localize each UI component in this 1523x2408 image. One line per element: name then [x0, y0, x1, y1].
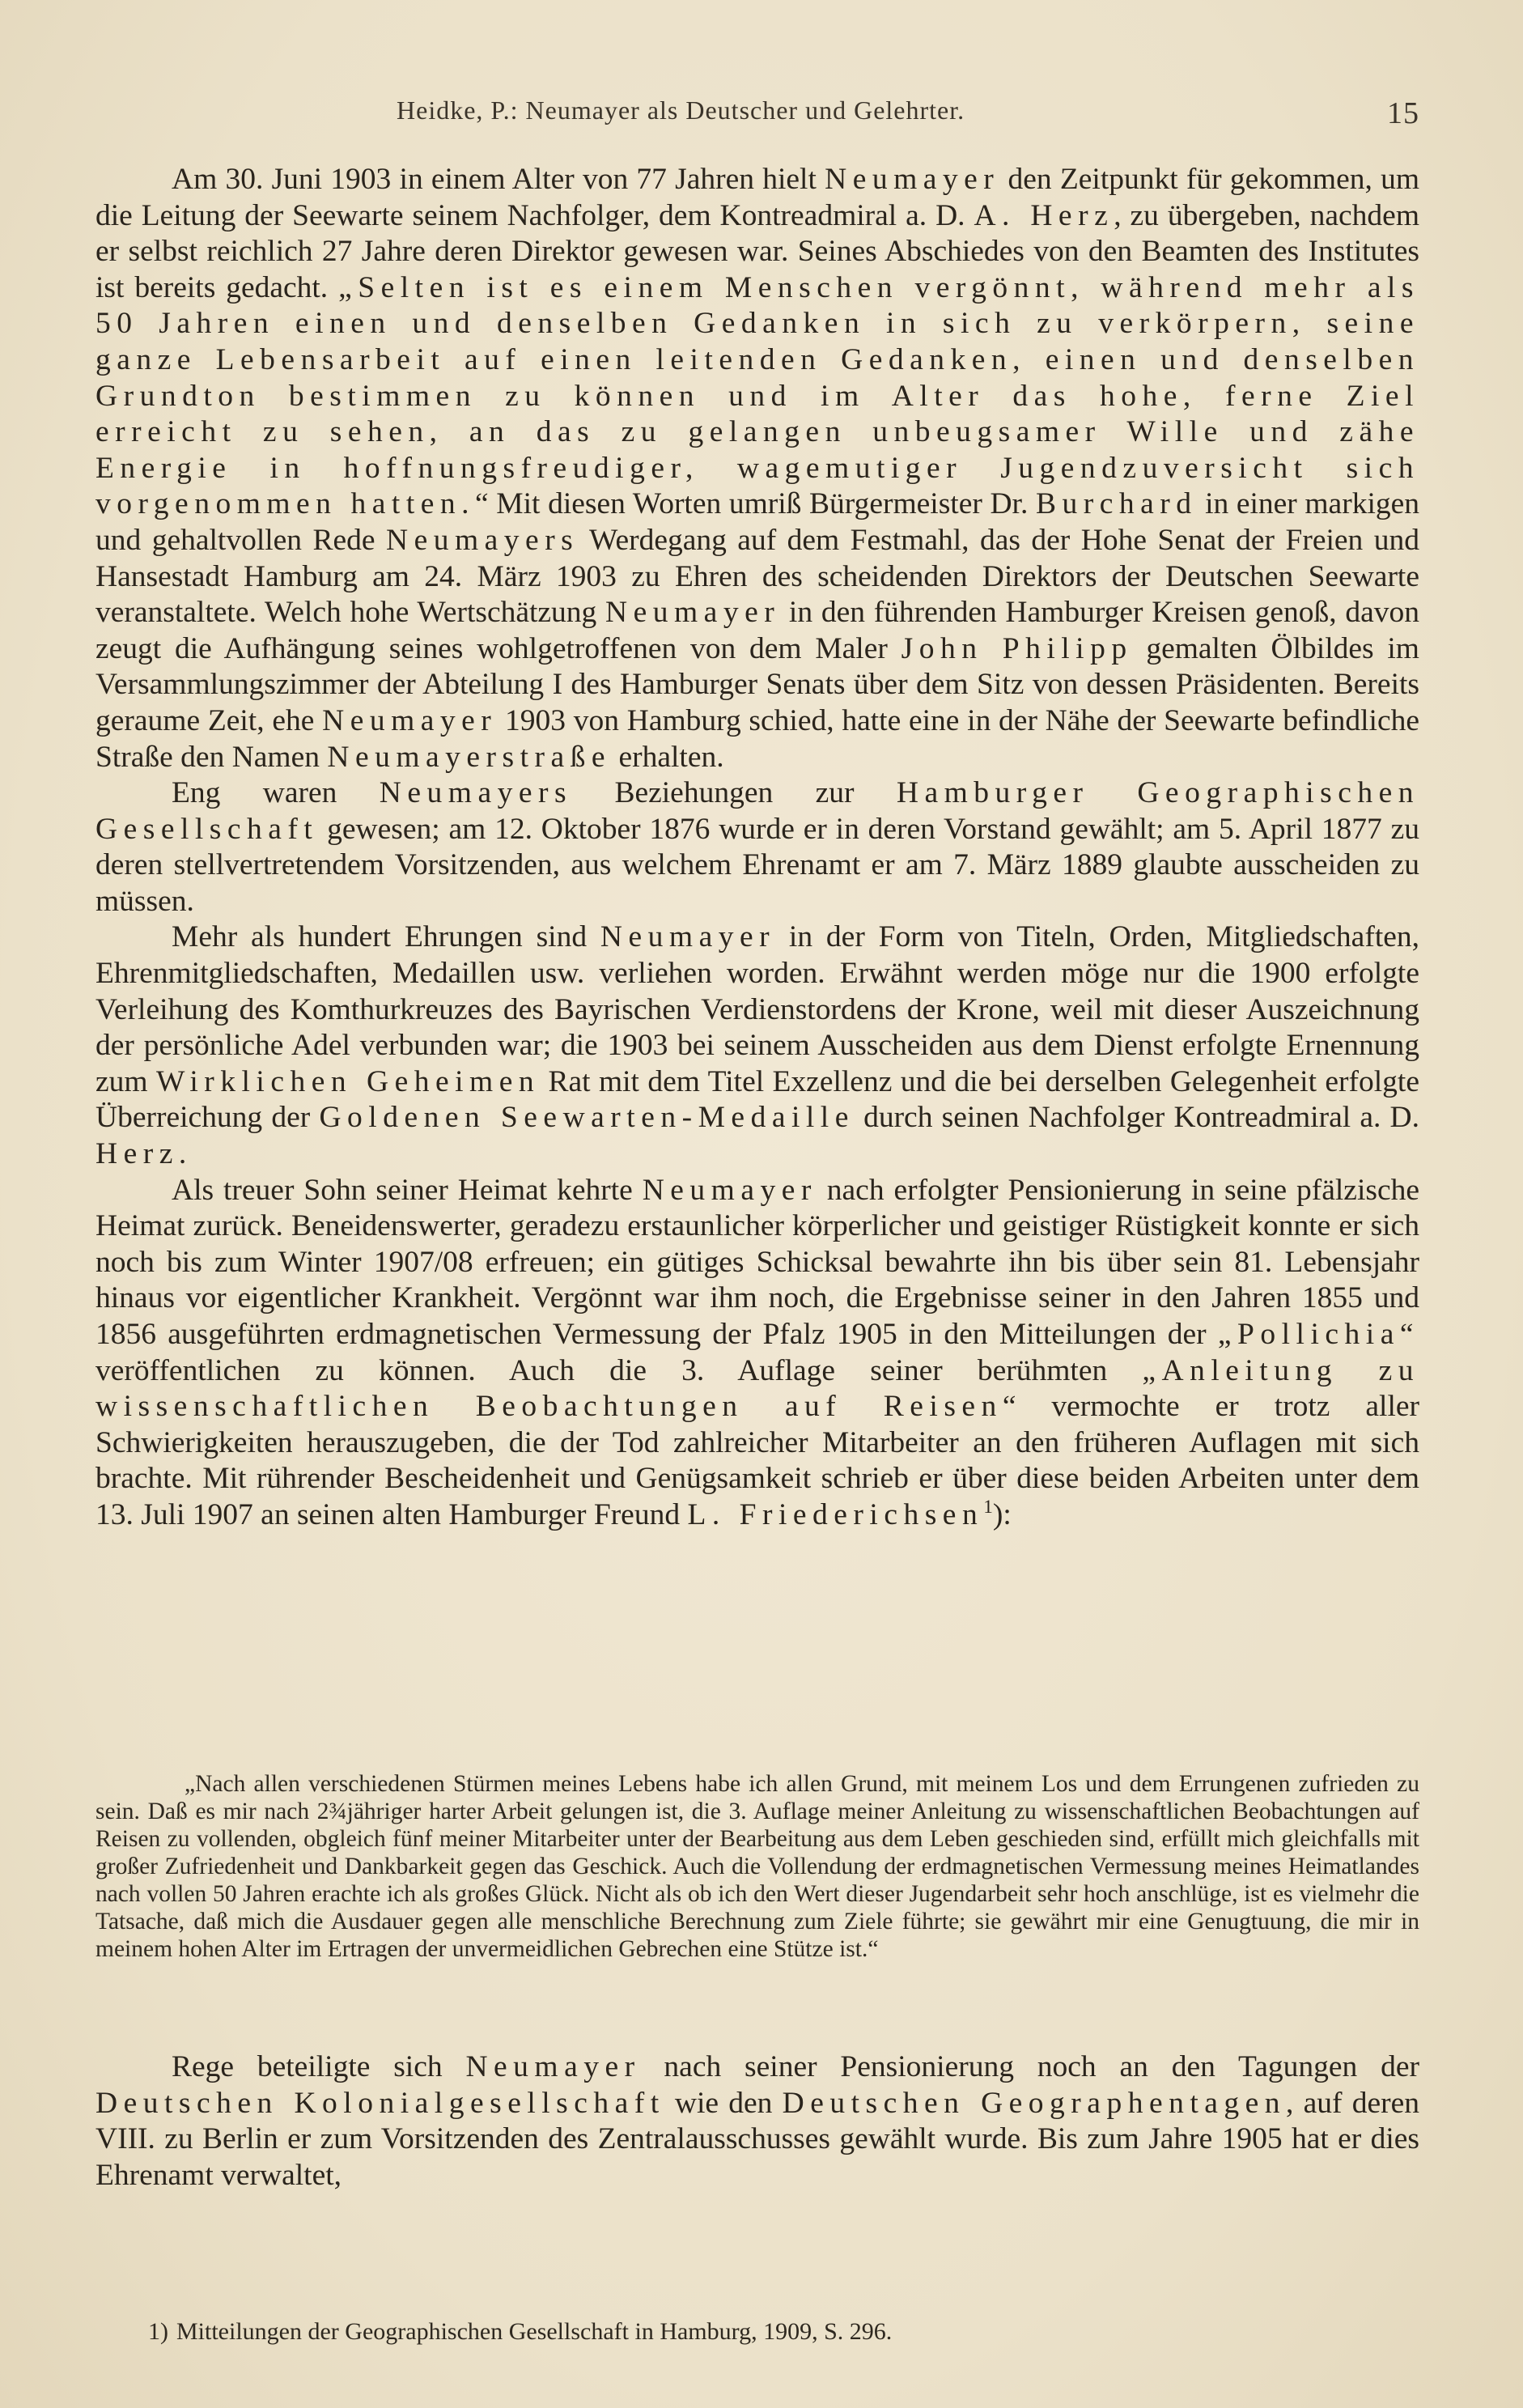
- book-title: „Anleitung zu wissenschaftlichen Beobachtungen auf Reisen: [95, 1353, 1419, 1424]
- org-geographentage: Deutschen Geographentagen: [782, 2086, 1287, 2120]
- text-run: gewesen; am 12. Oktober 1876 wurde er in deren Vorstand gewählt; am 5. April 1877 zu deren stellvertretendem Vorsitzenden, aus welchem Ehrenamt er am 7. März 1889 glaubte ausscheiden zu müssen.: [95, 812, 1419, 918]
- text-run: in einer markigen und gehaltvollen Rede: [95, 487, 1420, 557]
- text-run: “ Mit diesen Worten umriß Bürgermeister Dr.: [475, 487, 1036, 521]
- block-quote: „Nach allen verschiedenen Stürmen meines Lebens habe ich allen Grund, mit meinem Los und dem Errungenen zufrieden zu sein. Daß es mir nach 2¾jähriger harter Arbeit gelungen ist, die 3. Auflage meiner Anleitung zu wissenschaftlichen Beobachtungen auf Reisen zu vollenden, obgleich fünf meiner Mitarbeiter unter der Bearbeitung aus dem Leben geschieden sind, erfüllt mich gleichfalls mit großer Zufriedenheit und Dankbarkeit gegen das Geschick. Auch die Vollendung der erdmagnetischen Vermessung meines Heimatlandes nach vollen 50 Jahren erachte ich als großes Glück. Nicht als ob ich den Wert dieser Jugendarbeit sehr hoch anschlüge, ist es vielmehr die Tatsache, daß mich die Ausdauer gegen alle menschliche Berechnung zum Ziele führte; sie gewährt mir eine Genugtuung, die mir in meinem hohen Alter im Ertragen der unvermeidlichen Gebrechen eine Stütze ist.“: [95, 1771, 1419, 1962]
- name-geographische-gesellschaft: Hamburger Geographischen Gesellschaft: [95, 776, 1420, 846]
- text-run: in der Form von Titeln, Orden, Mitgliedschaften, Ehrenmitgliedschaften, Medaillen usw. verliehen worden. Erwähnt werden möge nur die 1900 erfolgte Verleihung des Komthurkreuzes des Bayrischen Verdienstordens der Krone, weil mit dieser Auszeichnung der persönliche Adel verbunden war; die 1903 bei seinem Ausscheiden aus dem Dienst erfolgte Ernennung zum: [95, 920, 1420, 1098]
- name-neumayer: Neumayer: [825, 163, 1000, 196]
- page-number: 15: [1387, 96, 1419, 130]
- text-run: Mehr als hundert Ehrungen sind: [172, 920, 600, 954]
- text-run: Rege beteiligte sich: [172, 2050, 466, 2083]
- text-run: den Zeitpunkt für gekommen, um die Leitung der Seewarte seinem Nachfolger, dem Kontreadmiral a. D.: [95, 163, 1419, 232]
- medal-name: Goldenen Seewarten-Medaille: [319, 1101, 855, 1135]
- paragraph-1: [95, 162, 1419, 775]
- footnote-reference[interactable]: 1: [983, 1497, 993, 1518]
- text-run: Rat mit dem Titel Exzellenz und die bei derselben Gelegenheit erfolgte Überreichung der: [95, 1064, 1419, 1135]
- text-run: 1903 von Hamburg schied, hatte eine in der Nähe der Seewarte befindliche Straße den Namen: [95, 703, 1419, 774]
- text-run: Am 30. Juni 1903 in einem Alter von 77 Jahren hielt: [172, 163, 825, 196]
- main-text: [95, 162, 1419, 1534]
- name-neumayer: Neumayer: [642, 1173, 817, 1207]
- text-run: durch seinen Nachfolger Kontreadmiral a. D.: [854, 1101, 1420, 1135]
- name-neumayer: Neumayer: [465, 2050, 641, 2083]
- text-run: gemalten Ölbildes im Versammlungszimmer der Abteilung I des Hamburger Senats über dem Sitz von dessen Präsidenten. Bereits geraume Zeit, ehe: [95, 631, 1419, 737]
- text-run: Eng waren: [172, 776, 380, 810]
- paragraph-5: [95, 2049, 1419, 2194]
- text-run: Beziehungen zur: [572, 776, 897, 810]
- name-neumayer: Neumayer: [322, 703, 498, 737]
- text-run: , zu übergeben, nachdem er selbst reichlich 27 Jahre deren Direktor gewesen war. Seines Abschiedes von den Beamten des Institutes ist bereits gedacht.: [95, 198, 1419, 304]
- text-run: wie den: [664, 2086, 783, 2120]
- name-neumayers: Neumayers: [386, 523, 579, 557]
- paragraph-3: [95, 919, 1419, 1172]
- name-neumayerstrasse: Neumayerstraße: [327, 740, 612, 774]
- name-neumayer: Neumayer: [605, 596, 781, 630]
- text-run: nach erfolgter Pensionierung in seine pfälzische Heimat zurück. Beneidenswerter, geradezu erstaunlicher körperlicher und geistiger Rüstigkeit konnte er sich noch bis zum Winter 1907/08 erfreuen; ein gütiges Schicksal bewahrte ihn bis über sein 81. Lebensjahr hinaus vor eigentlicher Krankheit. Vergönnt war ihm noch, die Ergebnisse seiner in den Jahren 1855 und 1856 ausgeführten erdmagnetischen Vermessung der Pfalz 1905 in den Mitteilungen der: [95, 1173, 1419, 1351]
- main-text-continued: [95, 2049, 1419, 2194]
- text-run: .: [178, 1137, 187, 1171]
- page-header: [95, 96, 1419, 144]
- text-run: in den führenden Hamburger Kreisen genoß, davon zeugt die Aufhängung seines wohlgetroffenen von dem Maler: [95, 596, 1419, 665]
- text-run: erhalten.: [611, 740, 724, 774]
- text-run: veröffentlichen zu können. Auch die 3. Auflage seiner berühmten: [95, 1353, 1143, 1387]
- name-herz: A. Herz: [974, 198, 1114, 232]
- text-run: nach seiner Pensionierung noch an den Tagungen der: [640, 2050, 1419, 2083]
- running-title: Heidke, P.: Neumayer als Deutscher und Gelehrter.: [397, 96, 965, 125]
- footnote: [95, 2318, 1419, 2346]
- name-john-philipp: John Philipp: [901, 631, 1133, 665]
- paragraph-4: [95, 1173, 1419, 1534]
- text-run: ):: [992, 1497, 1012, 1531]
- quotation-spaced: „Selten ist es einem Menschen vergönnt, während mehr als 50 Jahren einen und denselben Gedanken in sich zu verkörpern, seine ganze Lebensarbeit auf einen leitenden Gedanken, einen und denselben Grundton bestimmen zu können und im Alter das hohe, ferne Ziel erreicht zu sehen, an das zu gelangen unbeugsamer Wille und zähe Energie in hoffnungsfreudiger, wagemutiger Jugendzuversicht sich vorgenommen hatten.: [95, 270, 1419, 521]
- paragraph-2: [95, 775, 1419, 919]
- text-run: , auf deren VIII. zu Berlin er zum Vorsitzenden des Zentralausschusses gewählt wurde. Bis zum Jahre 1905 hat er dies Ehrenamt verwaltet,: [95, 2086, 1419, 2192]
- name-friederichsen: L. Friederichsen: [687, 1497, 984, 1531]
- title-wirklicher-geheimer: Wirklichen Geheimen: [155, 1064, 541, 1098]
- org-kolonialgesellschaft: Deutschen Kolonialgesellschaft: [95, 2086, 665, 2120]
- text-run: “ vermochte er trotz aller Schwierigkeiten herauszugeben, die der Tod zahlreicher Mitarbeiter an den früheren Auflagen mit sich brachte. Mit rührender Bescheidenheit und Genügsamkeit schrieb er über diese beiden Arbeiten unter dem 13. Juli 1907 an seinen alten Hamburger Freund: [95, 1390, 1419, 1531]
- name-neumayer: Neumayer: [600, 920, 776, 954]
- footnote-text: Mitteilungen der Geographischen Gesellschaft in Hamburg, 1909, S. 296.: [176, 2318, 893, 2345]
- journal-pollichia: „Pollichia“: [1217, 1318, 1419, 1351]
- name-burchard: Burchard: [1035, 487, 1198, 521]
- text-run: Als treuer Sohn seiner Heimat kehrte: [172, 1173, 643, 1207]
- text-run: Werdegang auf dem Festmahl, das der Hohe Senat der Freien und Hansestadt Hamburg am 24. März 1903 zu Ehren des scheidenden Direktors der Deutschen Seewarte veranstaltete. Welch hohe Wertschätzung: [95, 523, 1419, 630]
- name-neumayers: Neumayers: [379, 776, 573, 810]
- name-herz: Herz: [95, 1137, 179, 1171]
- footnote-mark: 1): [148, 2318, 168, 2345]
